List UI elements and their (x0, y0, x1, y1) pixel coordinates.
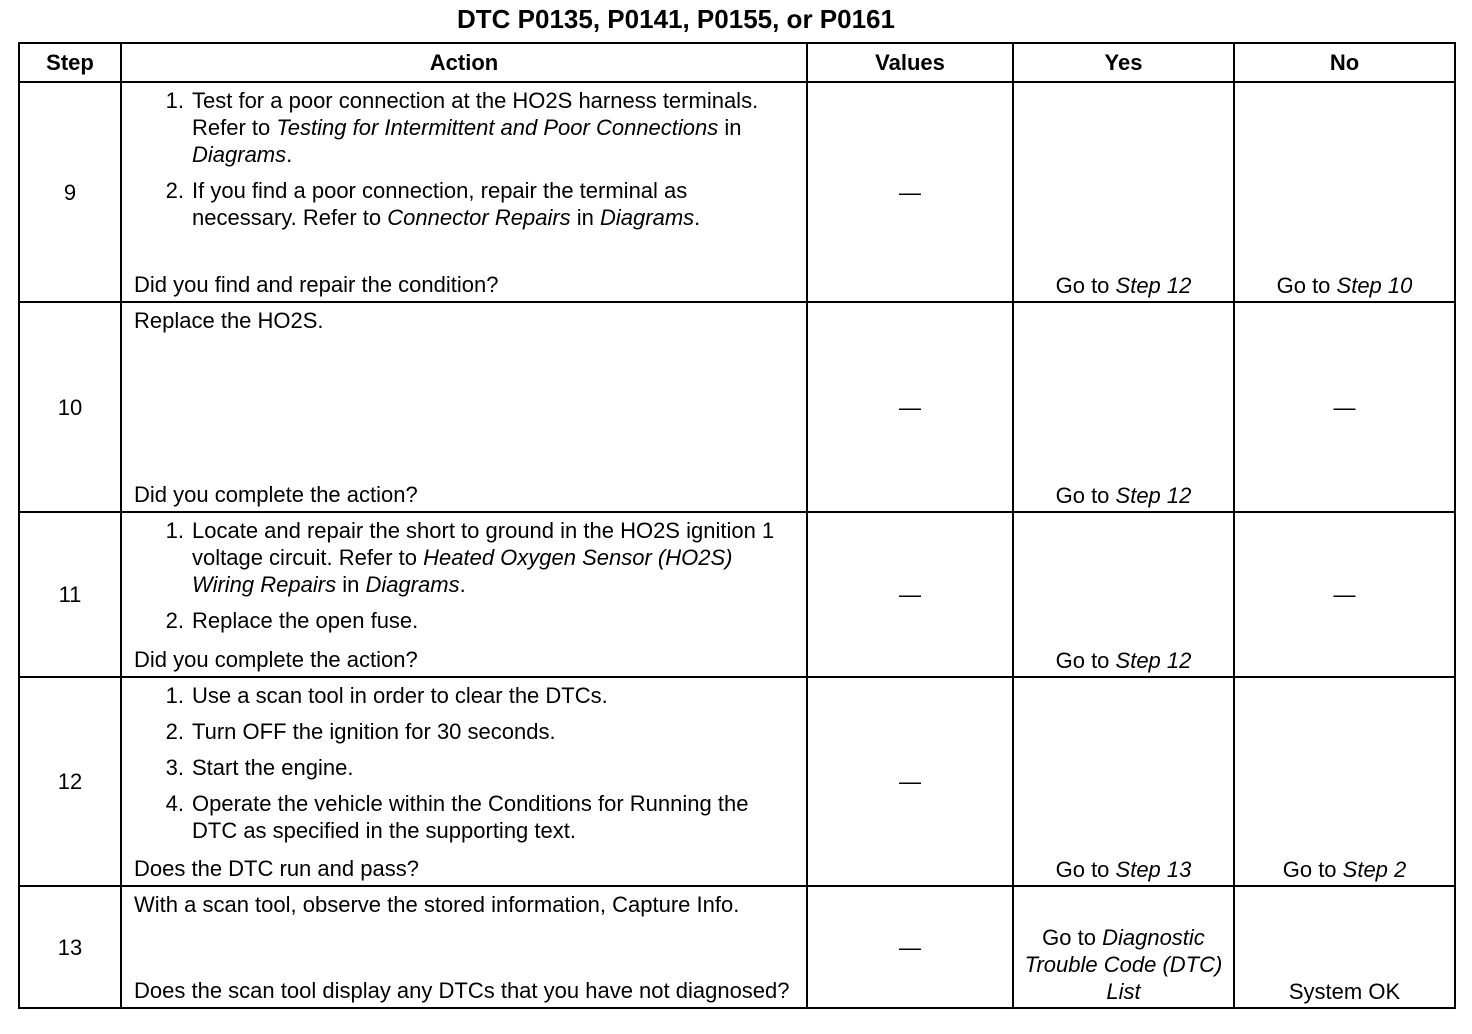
item-text (192, 517, 796, 598)
text-run: in (570, 205, 601, 230)
action-list (134, 682, 796, 844)
reference-link: Diagrams (192, 142, 287, 167)
item-number: 2. (165, 608, 184, 633)
reference-link: Connector Repairs (387, 205, 571, 230)
item-text (192, 607, 796, 634)
action-list (134, 87, 796, 231)
action-question: Did you complete the action? (134, 482, 418, 507)
values-cell: — (807, 512, 1013, 677)
header-no: No (1234, 43, 1455, 82)
action-question: Did you find and repair the condition? (134, 272, 499, 297)
yes-cell[interactable] (1013, 886, 1234, 1008)
table-row (19, 302, 1455, 512)
action-cell (121, 677, 807, 886)
step-number: 9 (19, 82, 121, 302)
text-run: Turn OFF the ignition for 30 seconds. (192, 719, 556, 744)
item-number: 2. (165, 719, 184, 744)
goto-step-link: Step 2 (1342, 857, 1407, 882)
table-row (19, 82, 1455, 302)
action-cell (121, 82, 807, 302)
goto-step-link: Step 12 (1115, 273, 1192, 298)
header-action: Action (121, 43, 807, 82)
yes-cell[interactable] (1013, 677, 1234, 886)
list-item (134, 177, 796, 231)
reference-link: Diagrams (600, 205, 695, 230)
values-cell: — (807, 302, 1013, 512)
values-cell: — (807, 82, 1013, 302)
item-text (192, 177, 796, 231)
text-run: Test for a poor connection at the HO2S harness terminals. Refer to (192, 88, 759, 140)
header-values: Values (807, 43, 1013, 82)
action-content (134, 517, 796, 673)
action-question: Does the scan tool display any DTCs that you have not diagnosed? (134, 978, 790, 1003)
action-steps (134, 307, 796, 334)
no-cell: — (1234, 302, 1455, 512)
table-row (19, 677, 1455, 886)
yes-cell[interactable] (1013, 512, 1234, 677)
goto-step-link: Step 12 (1115, 648, 1192, 673)
step-number: 10 (19, 302, 121, 512)
values-cell: — (807, 886, 1013, 1008)
text-run: Operate the vehicle within the Conditions for Running the DTC as specified in the supporting text. (192, 791, 749, 843)
table-row (19, 886, 1455, 1008)
goto-prefix: Go to (1055, 273, 1116, 298)
text-run: in (718, 115, 742, 140)
goto-prefix: Go to (1282, 857, 1343, 882)
item-number: 1. (165, 518, 184, 543)
yes-cell[interactable] (1013, 82, 1234, 302)
reference-link: Diagrams (365, 572, 460, 597)
action-content (134, 87, 796, 298)
item-number: 4. (165, 791, 184, 816)
no-cell[interactable] (1234, 677, 1455, 886)
table-row (19, 512, 1455, 677)
reference-link: Heated Oxygen Sensor (HO2S) Wiring Repairs (192, 545, 733, 597)
item-text (192, 682, 796, 709)
list-item (134, 607, 796, 634)
action-steps (134, 517, 796, 643)
goto-step-link: Diagnostic Trouble Code (DTC) List (1024, 925, 1223, 1004)
action-content (134, 891, 796, 1004)
text-run: in (336, 572, 366, 597)
yes-cell[interactable] (1013, 302, 1234, 512)
action-question: Did you complete the action? (134, 647, 418, 672)
action-cell (121, 302, 807, 512)
goto-step-link: Step 12 (1115, 483, 1192, 508)
goto-prefix: Go to (1276, 273, 1337, 298)
item-number: 3. (165, 755, 184, 780)
item-text (192, 718, 796, 745)
goto-step-link: Step 10 (1336, 273, 1413, 298)
no-cell: — (1234, 512, 1455, 677)
text-run: . (459, 572, 466, 597)
no-cell[interactable] (1234, 82, 1455, 302)
action-steps (134, 682, 796, 853)
diagnostic-table (18, 42, 1456, 1009)
action-steps (134, 891, 796, 918)
item-number: 1. (165, 88, 184, 113)
list-item (134, 718, 796, 745)
action-question: Does the DTC run and pass? (134, 856, 419, 881)
header-step: Step (19, 43, 121, 82)
item-text (192, 754, 796, 781)
goto-prefix: Go to (1055, 857, 1116, 882)
list-item (134, 790, 796, 844)
goto-prefix: Go to (1042, 925, 1103, 950)
text-run: Start the engine. (192, 755, 354, 780)
step-number: 11 (19, 512, 121, 677)
item-text (192, 790, 796, 844)
action-content (134, 307, 796, 508)
no-cell: System OK (1234, 886, 1455, 1008)
text-run: . (286, 142, 293, 167)
reference-link: Testing for Intermittent and Poor Connections (276, 115, 719, 140)
action-cell (121, 886, 807, 1008)
goto-prefix: Go to (1055, 648, 1116, 673)
page-title: DTC P0135, P0141, P0155, or P0161 (457, 4, 895, 34)
goto-prefix: Go to (1055, 483, 1116, 508)
text-run: If you find a poor connection, repair the terminal as necessary. Refer to (192, 178, 688, 230)
action-steps (134, 87, 796, 240)
step-number: 12 (19, 677, 121, 886)
item-number: 1. (165, 683, 184, 708)
action-content (134, 682, 796, 882)
goto-step-link: Step 13 (1115, 857, 1192, 882)
list-item (134, 682, 796, 709)
header-yes: Yes (1013, 43, 1234, 82)
action-text: With a scan tool, observe the stored information, Capture Info. (134, 892, 740, 917)
item-text (192, 87, 796, 168)
list-item (134, 754, 796, 781)
list-item (134, 517, 796, 598)
action-cell (121, 512, 807, 677)
action-list (134, 517, 796, 634)
values-cell: — (807, 677, 1013, 886)
item-number: 2. (165, 178, 184, 203)
text-run: Locate and repair the short to ground in the HO2S ignition 1 voltage circuit. Refer to (192, 518, 775, 570)
text-run: Replace the open fuse. (192, 608, 419, 633)
step-number: 13 (19, 886, 121, 1008)
action-text: Replace the HO2S. (134, 308, 324, 333)
text-run: . (694, 205, 701, 230)
list-item (134, 87, 796, 168)
table-header-row (19, 43, 1455, 82)
text-run: Use a scan tool in order to clear the DTCs. (192, 683, 608, 708)
